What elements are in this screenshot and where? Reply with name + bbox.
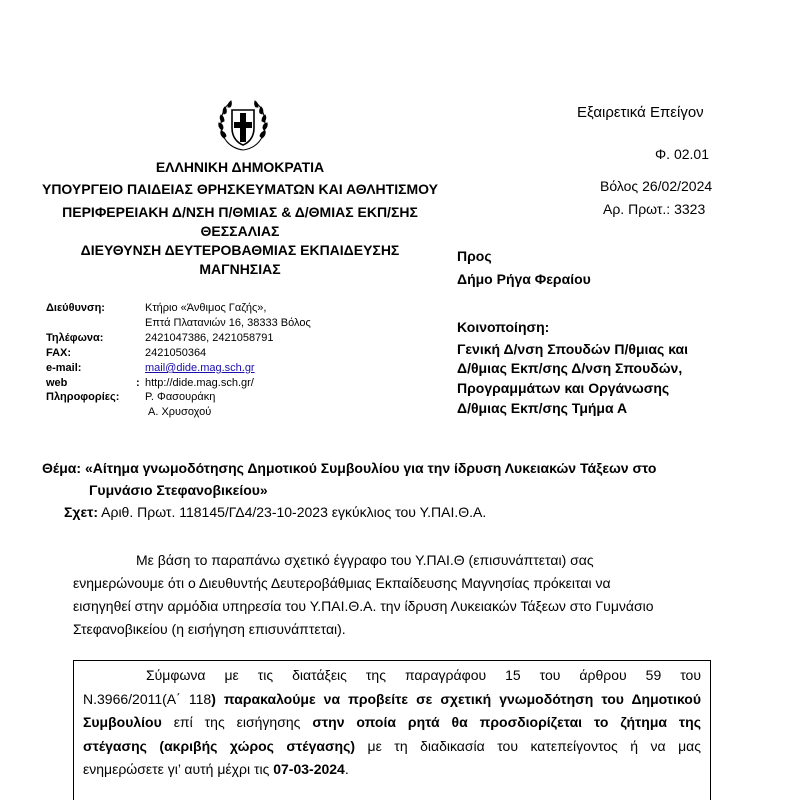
deadline-period: . (344, 761, 349, 777)
address-line-2: Επτά Πλατανιών 16, 38333 Βόλος (145, 317, 311, 329)
council-word: Συμβουλίου (83, 714, 162, 730)
web-colon: : (136, 377, 140, 389)
header-directorate: ΔΙΕΥΘΥΝΣΗ ΔΕΥΤΕΡΟΒΑΘΜΙΑΣ ΕΚΠΑΙΔΕΥΣΗΣ (80, 242, 400, 258)
law-reference: Ν.3966/2011(Α΄ 118 (83, 690, 212, 707)
greek-coat-of-arms-emblem (215, 98, 271, 156)
date-line: Βόλος 26/02/2024 (600, 178, 713, 194)
address-label: Διεύθυνση: (46, 302, 105, 314)
cc-line-2: Δ/θμιας Εκπ/σης Δ/νση Σπουδών, (457, 360, 683, 376)
info-person-1: Ρ. Φασουράκη (145, 391, 216, 403)
body-line-2: ενημερώνουμε ότι ο Διευθυντής Δευτεροβάθμιας Εκπαίδευσης Μαγνησίας πρόκειται να (73, 575, 611, 591)
email-link-text[interactable]: mail@dide.mag.sch.gr (145, 362, 255, 374)
web-url: http://dide.mag.sch.gr/ (145, 377, 254, 389)
request-line-1: Σύμφωνα με τις διατάξεις της παραγράφου 15 του άρθρου 59 του (146, 667, 701, 683)
subject-title-2: Γυμνάσιο Στεφανοβικείου» (89, 482, 268, 498)
header-country: ΕΛΛΗΝΙΚΗ ΔΗΜΟΚΡΑΤΙΑ (155, 159, 325, 175)
subject-label: Θέμα: (42, 460, 82, 476)
subject-line-1 (42, 457, 656, 479)
deadline-text: ενημερώσετε γι’ αυτή μέχρι τις (83, 761, 274, 777)
request-line-5 (83, 758, 701, 782)
recipient-to-label: Προς (457, 248, 492, 264)
reference-label: Σχετ: (64, 504, 99, 520)
header-ministry: ΥΠΟΥΡΓΕΙΟ ΠΑΙΔΕΙΑΣ ΘΡΗΣΚΕΥΜΑΤΩΝ ΚΑΙ ΑΘΛΗΤΙΣΜΟΥ (41, 181, 439, 197)
housing-emphasis: στέγασης (ακριβής χώρος στέγασης) (83, 737, 356, 754)
request-line-3 (83, 711, 701, 735)
cc-line-1: Γενική Δ/νση Σπουδών Π/θμιας και (457, 341, 689, 357)
request-text (83, 664, 701, 782)
body-line-3: εισηγηθεί στην αρμόδια υπηρεσία του Υ.ΠΑΙ.Θ.Α. την ίδρυση Λυκειακών Τάξεων στο Γυμνάσιο (73, 598, 654, 614)
cc-line-3: Προγραμμάτων και Οργάνωσης (457, 380, 670, 396)
recipient-to: Δήμο Ρήγα Φεραίου (457, 271, 591, 287)
body-line-4: Στεφανοβικείου (η εισήγηση επισυνάπτεται). (73, 621, 346, 637)
reference-text: Αριθ. Πρωτ. 118145/ΓΔ4/23-10-2023 εγκύκλιος του Υ.ΠΑΙ.Θ.Α. (101, 504, 487, 520)
body-paragraph (73, 549, 709, 641)
file-code: Φ. 02.01 (655, 146, 709, 162)
subject-title-1: «Αίτημα γνωμοδότησης Δημοτικού Συμβουλίου για την ίδρυση Λυκειακών Τάξεων στο (84, 460, 657, 476)
phone-label: Τηλέφωνα: (46, 332, 104, 344)
header-region: ΘΕΣΣΑΛΙΑΣ (200, 223, 280, 239)
request-mid: επί της εισήγησης (161, 714, 313, 730)
deadline-date: 07-03-2024 (273, 761, 345, 777)
cc-label: Κοινοποίηση: (457, 319, 550, 335)
request-procedure: με τη διαδικασία του κατεπείγοντος ή να μας (355, 737, 701, 754)
fax-value: 2421050364 (145, 347, 207, 359)
protocol-number: Αρ. Πρωτ.: 3323 (603, 201, 706, 217)
header-prefecture: ΜΑΓΝΗΣΙΑΣ (199, 261, 281, 277)
header-regional-directorate: ΠΕΡΙΦΕΡΕΙΑΚΗ Δ/ΝΣΗ Π/ΘΜΙΑΣ & Δ/ΘΜΙΑΣ ΕΚΠ/ΣΗΣ (62, 204, 418, 220)
info-person-2: Α. Χρυσοχού (148, 406, 212, 418)
fax-label: FAX: (46, 347, 72, 359)
request-emphasis-1: ) παρακαλούμε να προβείτε σε σχετική γνωμοδότηση του Δημοτικού (211, 690, 701, 707)
urgency-label: Εξαιρετικά Επείγον (577, 104, 704, 121)
address-line-1: Κτήριο «Άνθιμος Γαζής», (145, 302, 267, 314)
phone-value: 2421047386, 2421058791 (145, 332, 274, 344)
reference-line (64, 501, 486, 523)
info-label: Πληροφορίες: (46, 391, 120, 403)
cc-line-4: Δ/θμιας Εκπ/σης Τμήμα Α (457, 400, 628, 416)
body-line-1: Με βάση το παραπάνω σχετικό έγγραφο του Υ.ΠΑΙ.Θ (επισυνάπτεται) σας (136, 552, 594, 568)
email-label: e-mail: (46, 362, 82, 374)
request-line-4 (83, 735, 701, 759)
web-label: web (46, 377, 68, 389)
email-link[interactable] (145, 361, 255, 376)
request-line-2 (83, 688, 701, 712)
request-emphasis-2: στην οποία ρητά θα προσδιορίζεται το ζήτημα της (312, 714, 702, 730)
